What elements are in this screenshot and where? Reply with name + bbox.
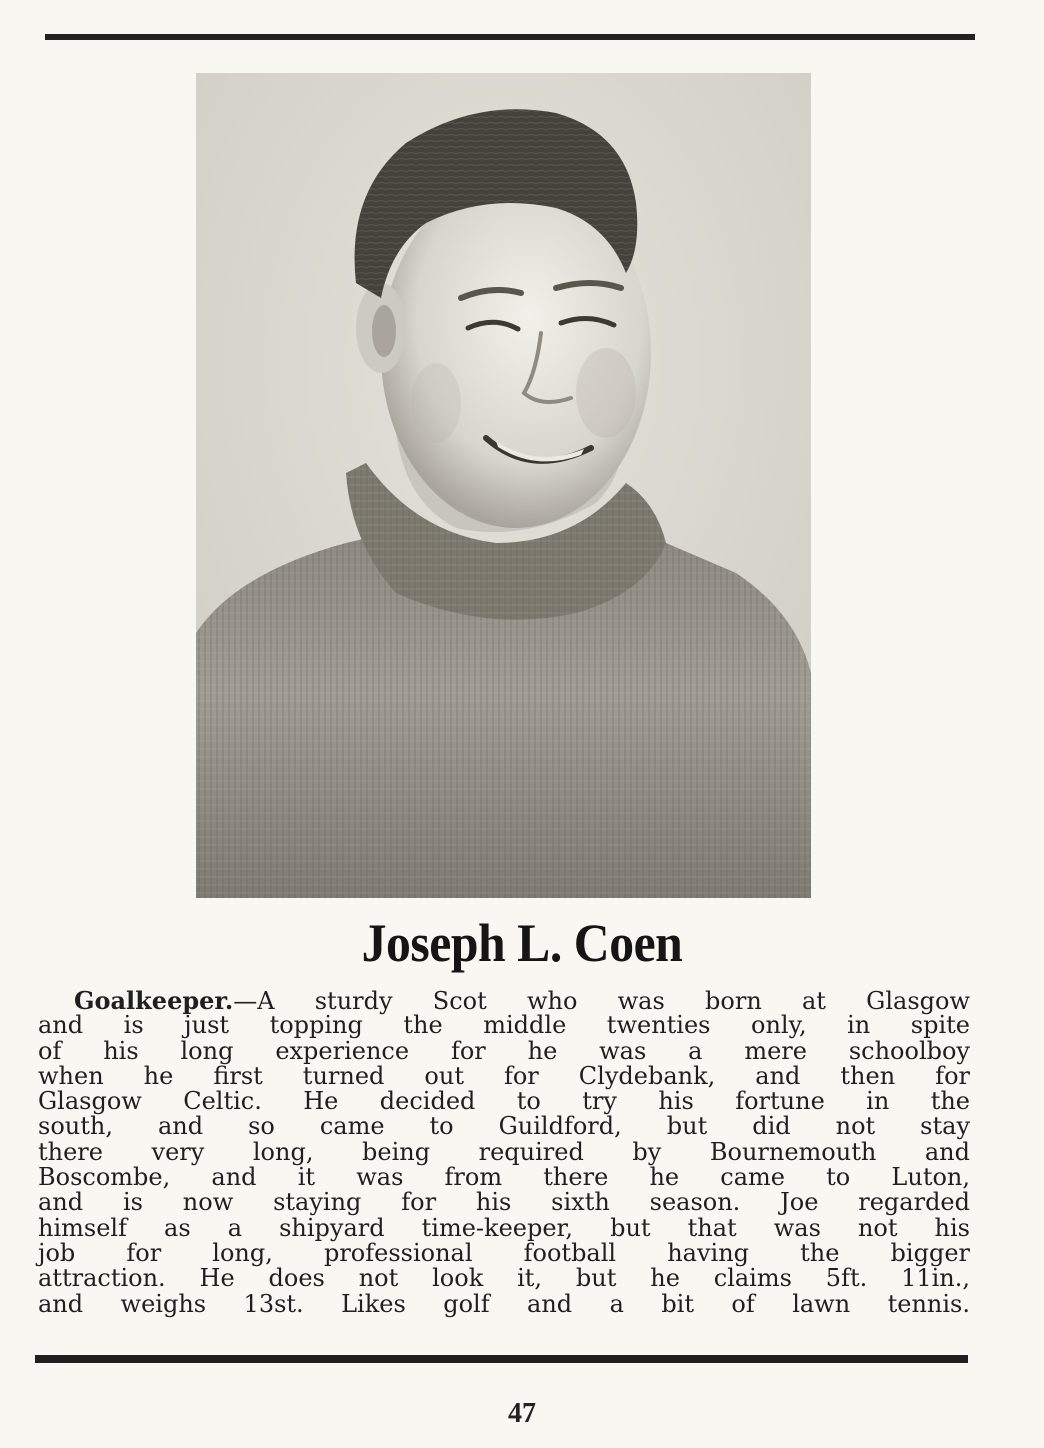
bio-line: there very long, being required by Bournemouth and — [38, 1137, 970, 1166]
bio-line: Glasgow Celtic. He decided to try his fortune in the — [38, 1087, 970, 1116]
bio-line: and is just topping the middle twenties only, in spite — [38, 1011, 970, 1040]
bio-line: of his long experience for he was a mere schoolboy — [38, 1036, 970, 1065]
player-name: Joseph L. Coen — [361, 913, 683, 973]
bio-line: when he first turned out for Clydebank, and then for — [38, 1061, 970, 1090]
bottom-rule — [35, 1355, 968, 1363]
bio-line: Boscombe, and it was from there he came to Luton, — [38, 1163, 970, 1192]
bio-line: attraction. He does not look it, but he claims 5ft. 11in., — [38, 1264, 970, 1293]
bio-line: south, and so came to Guildford, but did not stay — [38, 1112, 970, 1141]
bio-line-text: —A sturdy Scot who was born at Glasgow — [233, 987, 970, 1015]
bio-line: and weighs 13st. Likes golf and a bit of lawn tennis. — [38, 1289, 970, 1318]
bio-line: and is now staying for his sixth season. Joe regarded — [38, 1188, 970, 1217]
bio-line — [38, 988, 970, 1013]
page-number: 47 — [508, 1398, 536, 1429]
player-biography — [38, 988, 970, 1317]
bio-line: himself as a shipyard time-keeper, but that was not his — [38, 1213, 970, 1242]
top-rule — [45, 34, 975, 40]
player-photo — [196, 73, 811, 898]
bio-line: job for long, professional football having the bigger — [38, 1238, 970, 1267]
bio-lead: Goalkeeper. — [74, 986, 234, 1015]
